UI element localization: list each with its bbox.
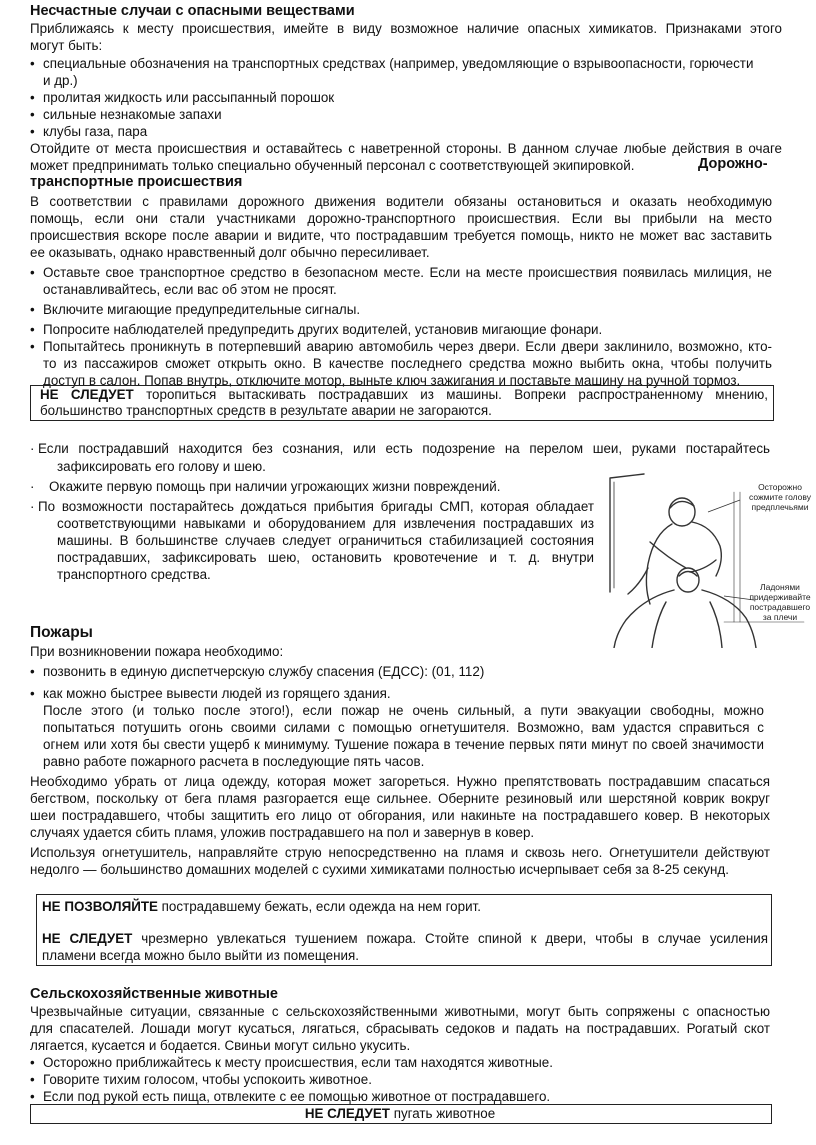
animals-para1-line2: для спасателей. Лошади могут кусаться, лягаться, сбрасывать седоков и падать на пострадавших. Рогатый скот <box>30 1021 770 1036</box>
figure-caption-2-line4: за плечи <box>762 612 798 622</box>
warning-label: НЕ СЛЕДУЕТ <box>40 387 134 402</box>
fire-para1-line1: После этого (и только после этого!), если пожар не очень сильный, а пути эвакуации свободны, можно <box>43 703 764 718</box>
warning-label: НЕ СЛЕДУЕТ <box>42 931 133 946</box>
animals-warning <box>30 1105 770 1122</box>
animals-para1-line3: лягается, кусается и бодается. Свиньи могут сильно укусить. <box>30 1038 411 1053</box>
hazmat-bullet-4: клубы газа, пара <box>43 124 148 139</box>
figure-caption-2-line1: Ладонями <box>760 582 800 592</box>
fire-bullet-1: позвонить в единую диспетчерскую службу спасения (ЕДСС): (01, 112) <box>43 664 485 679</box>
hazmat-para2-line1: Отойдите от места происшествия и оставайтесь с наветренной стороны. В данном случае любые действия в очаге <box>30 141 782 156</box>
bullet-marker: • <box>30 1072 35 1087</box>
fire-warning-1-text: пострадавшему бежать, если одежда на нем горит. <box>161 899 481 914</box>
animals-bullet-2: Говорите тихим голосом, чтобы успокоить животное. <box>43 1072 372 1087</box>
bullet-marker: • <box>30 686 35 701</box>
animals-bullet-3: Если под рукой есть пища, отвлеките с ее помощью животное от пострадавшего. <box>43 1089 551 1104</box>
hazmat-bullet-2: пролитая жидкость или рассыпанный порошок <box>43 90 335 105</box>
bullet-marker: • <box>30 124 35 139</box>
fire-para3-line1: Используя огнетушитель, направляйте струю непосредственно на пламя и сквозь него. Огнетушители действуют <box>30 845 770 860</box>
fire-warning-2-line2: пламени всегда можно было выйти из помещения. <box>42 948 359 963</box>
traffic-bullet-4-line1: Попытайтесь проникнуть в потерпевший аварию автомобиль через двери. Если двери заклинило, возможно, кто- <box>43 339 772 354</box>
warning-label: НЕ СЛЕДУЕТ <box>304 1106 390 1121</box>
hazmat-bullet-3: сильные незнакомые запахи <box>43 107 222 122</box>
hazmat-intro-line2: могут быть: <box>30 38 103 53</box>
traffic-warning-line1 <box>40 386 768 403</box>
bullet-marker: • <box>30 322 35 337</box>
animals-para1-line1: Чрезвычайные ситуации, связанные с сельскохозяйственными животными, могут быть сопряжены с опасностью <box>30 1004 770 1019</box>
section-title-animals: Сельскохозяйственные животные <box>30 986 278 1002</box>
bullet-marker: • <box>30 265 35 280</box>
hazmat-bullet-1-line2: и др.) <box>43 73 78 88</box>
traffic-step-3-line5: транспортного средства. <box>57 567 211 582</box>
traffic-bullet-3: Попросите наблюдателей предупредить других водителей, установив мигающие фонари. <box>43 322 603 337</box>
traffic-step-1-line2: зафиксировать его голову и шею. <box>57 459 266 474</box>
section-title-traffic-part2: транспортные происшествия <box>30 174 243 190</box>
section-title-hazmat: Несчастные случаи с опасными веществами <box>30 3 355 19</box>
hazmat-para2-line2: может предпринимать только специально обученный персонал с соответствующей экипировкой. <box>30 158 635 173</box>
figure-caption-1-line1: Осторожно <box>758 482 802 492</box>
animals-bullet-1: Осторожно приближайтесь к месту происшествия, если там находятся животные. <box>43 1055 553 1070</box>
fire-para1-line2: попытаться потушить огонь своими силами с помощью огнетушителя. Возможно, вам удастся справиться с <box>43 720 764 735</box>
traffic-bullet-1-line2: останавливайтесь, если вас об этом не просят. <box>43 282 337 297</box>
figure-caption-1-line3: предплечьями <box>751 502 809 512</box>
figure-caption-1-line2: сожмите голову <box>749 492 811 502</box>
fire-bullet-2: как можно быстрее вывести людей из горящего здания. <box>43 686 391 701</box>
traffic-step-3-line1: По возможности постарайтесь дождаться прибытия бригады СМП, которая обладает <box>38 499 594 514</box>
hazmat-bullet-1-line1: специальные обозначения на транспортных средствах (например, уведомляющие о взрывоопасности, горючести <box>43 56 754 71</box>
traffic-para1-line1: В соответствии с правилами дорожного движения водители обязаны остановиться и оказать необходимую <box>30 194 772 209</box>
hazmat-intro-line1: Приближаясь к месту происшествия, имейте в виду возможное наличие опасных химикатов. Признаками этого <box>30 21 782 36</box>
section-title-fire: Пожары <box>30 624 93 641</box>
bullet-marker: • <box>30 1089 35 1104</box>
animals-warning-text: пугать животное <box>393 1106 496 1121</box>
traffic-bullet-1-line1: Оставьте свое транспортное средство в безопасном месте. Если на месте происшествия появилась милиция, не <box>43 265 772 280</box>
fire-para2-line3: шеи пострадавшего, чтобы защитить его лицо от обгорания, или накиньте на пострадавшего ковер. В некоторых <box>30 808 770 823</box>
traffic-step-2: Окажите первую помощь при наличии угрожающих жизни повреждений. <box>49 479 501 494</box>
traffic-bullet-2: Включите мигающие предупредительные сигналы. <box>43 302 361 317</box>
fire-para1-line3: огнем или хотя бы свести ущерб к минимуму. Тушение пожара в течение первых пяти минут по своей значимости <box>43 737 764 752</box>
fire-para3-line2: недолго — большинство домашних моделей с сухими химикатами полностью исчерпывает себя за 8-25 секунд. <box>30 862 729 877</box>
dot-marker: · <box>30 479 35 494</box>
fire-intro: При возникновении пожара необходимо: <box>30 644 284 659</box>
traffic-bullet-4-line3: доступ в салон. Попав внутрь, отключите мотор, выньте ключ зажигания и поставьте машину на ручной тормоз. <box>43 373 741 388</box>
bullet-marker: • <box>30 339 35 354</box>
bullet-marker: • <box>30 664 35 679</box>
fire-warning-2-text: чрезмерно увлекаться тушением пожара. Стойте спиной к двери, чтобы в случае усиления <box>141 931 768 946</box>
fire-para2-line1: Необходимо убрать от лица одежду, которая может загореться. Нужно препятствовать пострадавшим спасаться <box>30 774 770 789</box>
traffic-step-3-line2: соответствующими навыками и оборудованием для извлечения пострадавших из <box>57 516 594 531</box>
warning-label: НЕ ПОЗВОЛЯЙТЕ <box>42 899 158 914</box>
traffic-step-3-line3: машины. В большинстве случаев следует ограничиться стабилизацией состояния <box>57 533 594 548</box>
fire-para2-line4: случаях удается сбить пламя, уложив пострадавшего на пол и завернув в ковер. <box>30 825 535 840</box>
bullet-marker: • <box>30 107 35 122</box>
bullet-marker: • <box>30 302 35 317</box>
bullet-marker: • <box>30 56 35 71</box>
traffic-para1-line3: происшествия вскоре после аварии и видите, что пострадавшим требуется помощь, никто не может вас заставить <box>30 228 772 243</box>
fire-warning-2-line1 <box>42 930 768 947</box>
traffic-para1-line4: ее оказывать, однако нравственный долг обычно пересиливает. <box>30 245 430 260</box>
traffic-bullet-4-line2: то из пассажиров сможет открыть окно. В качестве последнего средства можно выбить окна, чтобы получить <box>43 356 772 371</box>
dot-marker: · <box>30 499 35 514</box>
section-title-traffic-part1: Дорожно- <box>698 156 768 172</box>
fire-warning-1 <box>42 898 481 915</box>
traffic-step-3-line4: пострадавших, зафиксировать шею, остановить кровотечение и т. д. внутри <box>57 550 594 565</box>
bullet-marker: • <box>30 1055 35 1070</box>
traffic-warning-text1: торопиться вытаскивать пострадавших из машины. Вопреки распространенному мнению, <box>146 387 768 402</box>
fire-para1-line4: равно работе пожарного расчета в последующие пять часов. <box>43 754 425 769</box>
traffic-step-1-line1: Если пострадавший находится без сознания, или есть подозрение на перелом шеи, руками постарайтесь <box>38 441 770 456</box>
traffic-para1-line2: помощь, если они стали участниками дорожно-транспортного происшествия. Если вы прибыли на место <box>30 211 772 226</box>
dot-marker: · <box>30 441 35 456</box>
fire-para2-line2: бегством, поскольку от бега пламя разгорается еще сильнее. Оберните резиновый или шерстяной коврик вокруг <box>30 791 770 806</box>
bullet-marker: • <box>30 90 35 105</box>
neck-stabilization-illustration <box>604 472 812 648</box>
figure-caption-2-line2: придерживайте <box>749 592 811 602</box>
traffic-warning-line2: большинство транспортных средств в результате аварии не загораются. <box>40 403 492 418</box>
figure-caption-2-line3: пострадавшего <box>749 602 811 612</box>
